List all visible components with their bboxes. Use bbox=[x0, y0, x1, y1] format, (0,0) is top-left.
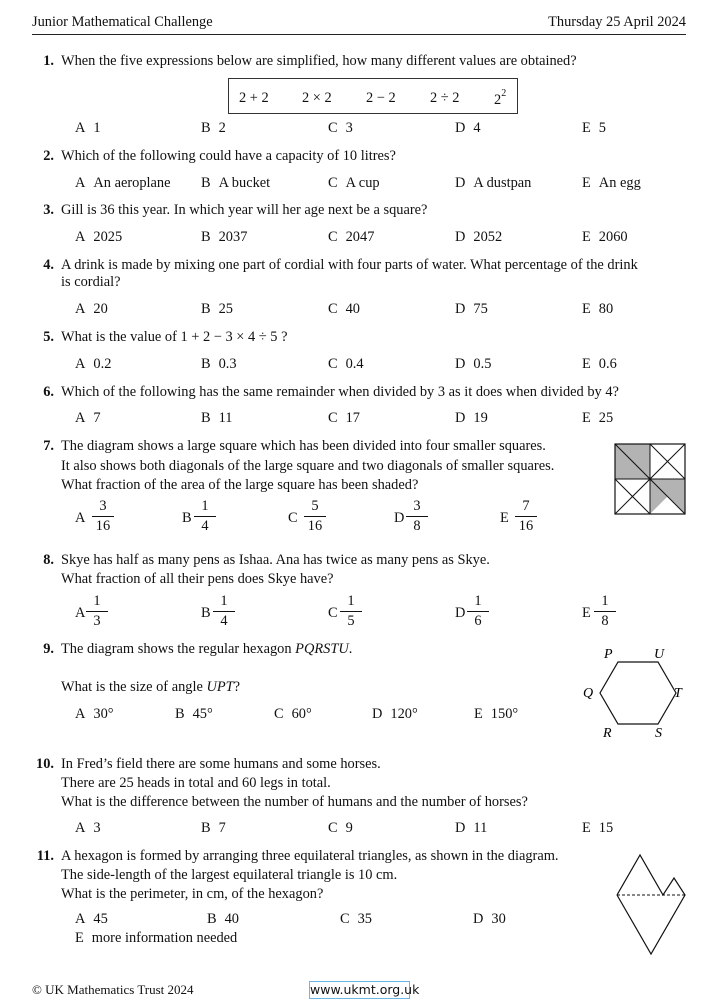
option-text: 3 bbox=[345, 120, 353, 136]
option-text: 30 bbox=[491, 911, 506, 927]
option-text: 30° bbox=[93, 706, 114, 722]
option-text: 4 bbox=[473, 120, 481, 136]
denominator: 8 bbox=[601, 613, 609, 629]
option[interactable] bbox=[75, 175, 171, 192]
option[interactable] bbox=[455, 229, 502, 246]
option-letter: C bbox=[328, 356, 338, 372]
option-fraction[interactable] bbox=[465, 593, 491, 630]
option-letter: D bbox=[372, 706, 383, 722]
option-text: A dustpan bbox=[473, 175, 532, 191]
vertex-label-p: P bbox=[604, 647, 613, 662]
option-fraction[interactable] bbox=[90, 498, 116, 535]
question-number: 2. bbox=[43, 148, 54, 164]
question-text: When the five expressions below are simplified, how many different values are obtained? bbox=[61, 53, 577, 69]
option[interactable] bbox=[75, 410, 101, 427]
expression: 2 − 2 bbox=[366, 90, 396, 106]
question-text-line-3: What is the difference between the number of humans and the number of horses? bbox=[61, 794, 528, 810]
option-letter[interactable]: C bbox=[328, 605, 338, 621]
option-letter[interactable]: E bbox=[500, 510, 509, 526]
option-letter: C bbox=[328, 229, 338, 245]
option-letter: E bbox=[75, 930, 84, 946]
option-letter: B bbox=[201, 120, 211, 136]
fraction-bar bbox=[406, 516, 428, 517]
option-text: 17 bbox=[345, 410, 360, 426]
header-date: Thursday 25 April 2024 bbox=[548, 14, 686, 30]
option[interactable] bbox=[201, 356, 237, 373]
question-text-line-2: It also shows both diagonals of the large square and two diagonals of smaller squares. bbox=[61, 458, 555, 474]
option[interactable] bbox=[582, 356, 617, 373]
option-text: 5 bbox=[598, 120, 606, 136]
option[interactable] bbox=[328, 301, 360, 318]
denominator: 16 bbox=[95, 518, 111, 534]
option-letter[interactable]: A bbox=[75, 605, 86, 621]
triangles-hexagon-diagram bbox=[612, 850, 692, 962]
option[interactable] bbox=[372, 706, 418, 723]
question-text-line-2: is cordial? bbox=[61, 274, 121, 290]
expression: 2 + 2 bbox=[239, 90, 269, 106]
hexagon-diagram bbox=[578, 644, 688, 742]
option-letter: E bbox=[582, 301, 591, 317]
option-letter: B bbox=[201, 301, 211, 317]
option[interactable] bbox=[582, 120, 606, 137]
question-text-post: ? bbox=[277, 329, 288, 345]
option-letter: C bbox=[340, 911, 350, 927]
option-letter: E bbox=[582, 410, 591, 426]
angle-name: UPT bbox=[206, 679, 234, 695]
option[interactable] bbox=[201, 120, 226, 137]
question-text-line-1: A hexagon is formed by arranging three equilateral triangles, as shown in the diagram. bbox=[61, 848, 559, 864]
option[interactable] bbox=[75, 930, 237, 947]
question-text-pre: The diagram shows the regular hexagon bbox=[61, 641, 296, 657]
numerator: 3 bbox=[99, 498, 107, 514]
option-text: 0.4 bbox=[345, 356, 364, 372]
denominator: 5 bbox=[347, 613, 355, 629]
question-text-line-1: In Fred’s field there are some humans and some horses. bbox=[61, 756, 381, 772]
option-text: 40 bbox=[345, 301, 360, 317]
fraction-bar bbox=[304, 516, 326, 517]
option-text: 11 bbox=[218, 410, 233, 426]
question-number: 5. bbox=[43, 329, 54, 345]
option[interactable] bbox=[328, 229, 374, 246]
hexagon-outline bbox=[617, 855, 685, 954]
option-letter[interactable]: B bbox=[201, 605, 211, 621]
option-text: 40 bbox=[224, 911, 239, 927]
option[interactable] bbox=[75, 706, 114, 723]
question-text-line-2: What fraction of all their pens does Skye have? bbox=[61, 571, 334, 587]
fraction-bar bbox=[467, 611, 489, 612]
option[interactable] bbox=[582, 301, 613, 318]
option-letter: E bbox=[582, 820, 591, 836]
option-text: 2047 bbox=[345, 229, 375, 245]
option-letter: B bbox=[201, 820, 211, 836]
option-letter: B bbox=[207, 911, 217, 927]
vertex-label-r: R bbox=[603, 726, 612, 741]
denominator: 4 bbox=[201, 518, 209, 534]
question-number: 11. bbox=[36, 848, 54, 864]
option[interactable] bbox=[75, 301, 108, 318]
option-text: 45 bbox=[93, 911, 108, 927]
fraction-bar bbox=[86, 611, 108, 612]
expression-box bbox=[228, 78, 518, 114]
option[interactable] bbox=[75, 356, 111, 373]
vertex-label-t: T bbox=[674, 686, 682, 701]
option[interactable] bbox=[175, 706, 213, 723]
option-letter: A bbox=[75, 229, 86, 245]
option-text: 25 bbox=[218, 301, 233, 317]
option-fraction[interactable] bbox=[192, 498, 218, 535]
question-number: 1. bbox=[43, 53, 54, 69]
option[interactable] bbox=[455, 120, 481, 137]
option-text: 60° bbox=[291, 706, 312, 722]
option-letter[interactable]: D bbox=[455, 605, 466, 621]
option-text: 7 bbox=[218, 820, 226, 836]
option[interactable] bbox=[455, 820, 487, 837]
option-text: 20 bbox=[93, 301, 108, 317]
option-text: 7 bbox=[93, 410, 101, 426]
question-text-line-1 bbox=[61, 641, 352, 658]
option-letter: C bbox=[328, 820, 338, 836]
option-text: 45° bbox=[192, 706, 213, 722]
option-text: 35 bbox=[357, 911, 372, 927]
power-base: 2 bbox=[494, 91, 502, 108]
option-letter: E bbox=[582, 120, 591, 136]
option-letter: D bbox=[455, 120, 466, 136]
option[interactable] bbox=[455, 356, 491, 373]
option[interactable] bbox=[201, 820, 226, 837]
expression: 2 × 2 bbox=[302, 90, 332, 106]
vertex-label-s: S bbox=[655, 726, 662, 741]
footer-copyright: © UK Mathematics Trust 2024 bbox=[32, 982, 194, 997]
option[interactable] bbox=[582, 410, 613, 427]
numerator: 3 bbox=[413, 498, 421, 514]
option[interactable] bbox=[201, 301, 233, 318]
option-text: 0.3 bbox=[218, 356, 237, 372]
option[interactable] bbox=[455, 410, 488, 427]
option-letter: A bbox=[75, 911, 86, 927]
option[interactable] bbox=[201, 410, 232, 427]
numerator: 1 bbox=[93, 593, 101, 609]
option-text: 9 bbox=[345, 820, 353, 836]
option-letter: D bbox=[455, 410, 466, 426]
fraction-bar bbox=[92, 516, 114, 517]
option-text: 75 bbox=[473, 301, 488, 317]
option[interactable] bbox=[455, 175, 531, 192]
option-letter: E bbox=[582, 175, 591, 191]
option-letter: D bbox=[455, 301, 466, 317]
option-fraction[interactable] bbox=[338, 593, 364, 630]
option-letter: A bbox=[75, 706, 86, 722]
denominator: 3 bbox=[93, 613, 101, 629]
fraction-bar bbox=[213, 611, 235, 612]
option[interactable] bbox=[328, 820, 353, 837]
option-letter: D bbox=[455, 175, 466, 191]
numerator: 1 bbox=[601, 593, 609, 609]
option-letter[interactable]: A bbox=[75, 510, 86, 526]
question-text-post: ? bbox=[233, 679, 241, 695]
option-text: 15 bbox=[598, 820, 614, 836]
option[interactable] bbox=[201, 229, 247, 246]
question-number: 7. bbox=[43, 438, 54, 454]
option-letter: E bbox=[474, 706, 483, 722]
option-text: 0.5 bbox=[473, 356, 492, 372]
question-text-line-1: A drink is made by mixing one part of cordial with four parts of water. What percentage of the drink bbox=[61, 257, 638, 273]
question-text-pre: What is the size of angle bbox=[61, 679, 207, 695]
option[interactable] bbox=[582, 820, 613, 837]
option[interactable] bbox=[328, 356, 364, 373]
option-letter: B bbox=[175, 706, 185, 722]
option-text: 1 bbox=[93, 120, 101, 136]
hexagon-shape bbox=[600, 662, 676, 724]
option-text: An aeroplane bbox=[93, 175, 171, 191]
expression-base bbox=[494, 90, 506, 109]
question-text-line-1: The diagram shows a large square which has been divided into four smaller squares. bbox=[61, 438, 546, 454]
option-text: 19 bbox=[473, 410, 488, 426]
option[interactable] bbox=[473, 911, 506, 928]
header-rule bbox=[32, 34, 686, 35]
question-text-line-1: Skye has half as many pens as Ishaa. Ana has twice as many pens as Skye. bbox=[61, 552, 490, 568]
option-text: 2 bbox=[218, 120, 226, 136]
footer-link[interactable]: www.ukmt.org.uk bbox=[310, 982, 420, 997]
option-text: An egg bbox=[598, 175, 641, 191]
numerator: 7 bbox=[522, 498, 530, 514]
question-text-line-2: There are 25 heads in total and 60 legs in total. bbox=[61, 775, 331, 791]
option-letter: E bbox=[582, 229, 591, 245]
option-letter: A bbox=[75, 820, 86, 836]
question-text: Which of the following could have a capacity of 10 litres? bbox=[61, 148, 396, 164]
option-fraction[interactable] bbox=[302, 498, 328, 535]
option-text: 2052 bbox=[473, 229, 503, 245]
question-text-line-2 bbox=[61, 679, 240, 696]
option[interactable] bbox=[582, 175, 641, 192]
hexagon-name: PQRSTU bbox=[295, 641, 349, 657]
option-fraction[interactable] bbox=[84, 593, 110, 630]
option[interactable] bbox=[328, 410, 360, 427]
option-fraction[interactable] bbox=[404, 498, 430, 535]
option-letter: C bbox=[328, 120, 338, 136]
question-text-line-3: What fraction of the area of the large square has been shaded? bbox=[61, 477, 419, 493]
question-text bbox=[61, 329, 288, 346]
denominator: 4 bbox=[220, 613, 228, 629]
numerator: 1 bbox=[347, 593, 355, 609]
vertex-label-q: Q bbox=[583, 686, 594, 701]
question-number: 9. bbox=[43, 641, 54, 657]
question-number: 6. bbox=[43, 384, 54, 400]
expression: 2 ÷ 2 bbox=[430, 90, 460, 106]
option-text: 80 bbox=[598, 301, 614, 317]
denominator: 16 bbox=[518, 518, 534, 534]
option-text: 2060 bbox=[598, 229, 628, 245]
option-letter[interactable]: E bbox=[582, 605, 591, 621]
question-number: 10. bbox=[36, 756, 54, 772]
option[interactable] bbox=[207, 911, 239, 928]
option-letter: C bbox=[274, 706, 284, 722]
question-text-post: . bbox=[348, 641, 353, 657]
option-letter: A bbox=[75, 120, 86, 136]
denominator: 16 bbox=[307, 518, 323, 534]
option[interactable] bbox=[328, 120, 353, 137]
option[interactable] bbox=[274, 706, 312, 723]
option-letter: A bbox=[75, 356, 86, 372]
vertex-label-u: U bbox=[654, 647, 665, 662]
option[interactable] bbox=[75, 120, 101, 137]
question-text: Which of the following has the same remainder when divided by 3 as it does when divided by 4? bbox=[61, 384, 619, 400]
fraction-bar bbox=[194, 516, 216, 517]
option-letter: B bbox=[201, 229, 211, 245]
numerator: 1 bbox=[474, 593, 482, 609]
numerator: 1 bbox=[201, 498, 209, 514]
option-text: 25 bbox=[598, 410, 614, 426]
option-text: 0.2 bbox=[93, 356, 112, 372]
option[interactable] bbox=[201, 175, 270, 192]
option-letter: B bbox=[201, 410, 211, 426]
option-letter: A bbox=[75, 175, 86, 191]
option-letter: A bbox=[75, 301, 86, 317]
option-letter: E bbox=[582, 356, 591, 372]
question-number: 4. bbox=[43, 257, 54, 273]
question-text-pre: What is the value of bbox=[61, 329, 181, 345]
option-text: 0.6 bbox=[598, 356, 617, 372]
option-letter[interactable]: C bbox=[288, 510, 298, 526]
option-text: more information needed bbox=[91, 930, 238, 946]
option[interactable] bbox=[340, 911, 372, 928]
question-number: 3. bbox=[43, 202, 54, 218]
option[interactable] bbox=[474, 706, 518, 723]
option-text: A bucket bbox=[218, 175, 271, 191]
option-letter: D bbox=[473, 911, 484, 927]
option[interactable] bbox=[455, 301, 488, 318]
option-fraction[interactable] bbox=[211, 593, 237, 630]
option[interactable] bbox=[75, 911, 108, 928]
numerator: 1 bbox=[220, 593, 228, 609]
fraction-bar bbox=[515, 516, 537, 517]
option-text: 2025 bbox=[93, 229, 123, 245]
option-letter: B bbox=[201, 356, 211, 372]
numerator: 5 bbox=[311, 498, 319, 514]
divided-square-diagram bbox=[614, 443, 686, 515]
denominator: 6 bbox=[474, 613, 482, 629]
option-letter: D bbox=[455, 356, 466, 372]
option-fraction[interactable] bbox=[592, 593, 618, 630]
option-text: 2037 bbox=[218, 229, 248, 245]
question-text: Gill is 36 this year. In which year will her age next be a square? bbox=[61, 202, 428, 218]
question-text-line-3: What is the perimeter, in cm, of the hexagon? bbox=[61, 886, 324, 902]
fraction-bar bbox=[594, 611, 616, 612]
option-text: 150° bbox=[490, 706, 519, 722]
option-letter: B bbox=[201, 175, 211, 191]
option-text: 11 bbox=[473, 820, 488, 836]
question-number: 8. bbox=[43, 552, 54, 568]
option-letter[interactable]: B bbox=[182, 510, 192, 526]
option-letter: D bbox=[455, 820, 466, 836]
header-title: Junior Mathematical Challenge bbox=[32, 14, 213, 30]
option-text: 3 bbox=[93, 820, 101, 836]
power-exponent: 2 bbox=[501, 88, 507, 99]
option-letter: C bbox=[328, 301, 338, 317]
option-letter: C bbox=[328, 410, 338, 426]
question-text-line-2: The side-length of the largest equilateral triangle is 10 cm. bbox=[61, 867, 398, 883]
option-letter: A bbox=[75, 410, 86, 426]
option[interactable] bbox=[75, 820, 101, 837]
option-text: 120° bbox=[390, 706, 418, 722]
fraction-bar bbox=[340, 611, 362, 612]
option[interactable] bbox=[582, 229, 628, 246]
option[interactable] bbox=[75, 229, 122, 246]
option-text: A cup bbox=[345, 175, 380, 191]
option-fraction[interactable] bbox=[513, 498, 539, 535]
option-letter: D bbox=[455, 229, 466, 245]
option-letter: C bbox=[328, 175, 338, 191]
denominator: 8 bbox=[413, 518, 421, 534]
math-expression: 1 + 2 − 3 × 4 ÷ 5 bbox=[180, 329, 278, 345]
option-letter[interactable]: D bbox=[394, 510, 405, 526]
option[interactable] bbox=[328, 175, 380, 192]
